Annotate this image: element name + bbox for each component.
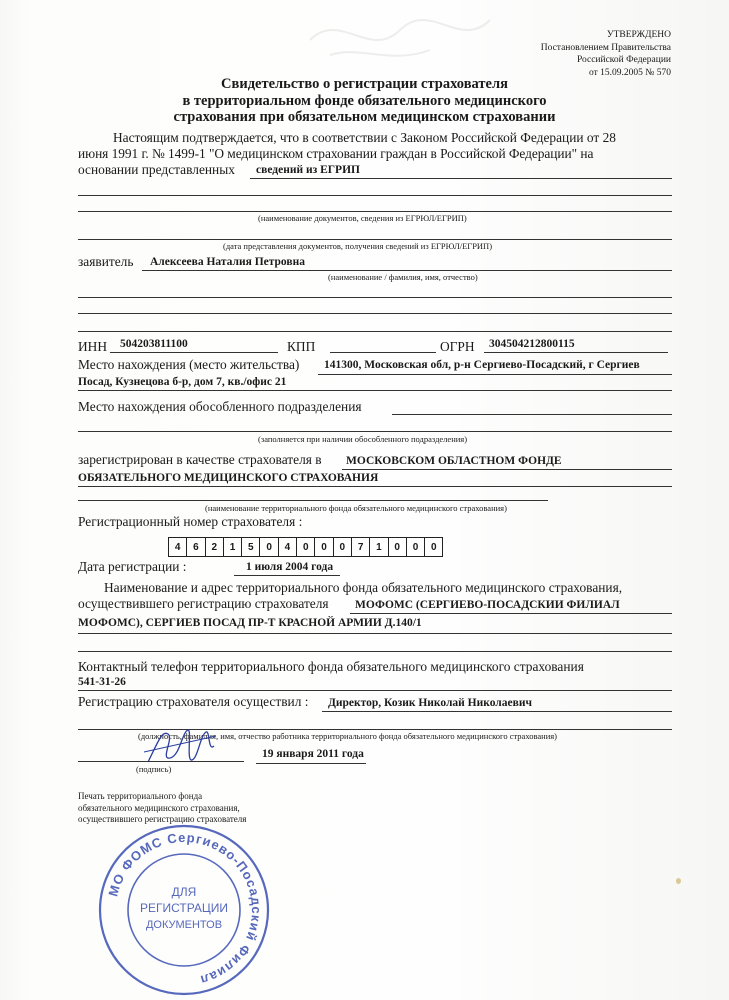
phone-value: 541-31-26 (78, 676, 126, 688)
intro-line2: июня 1991 г. № 1499-1 "О медицинском страховании граждан в Российской Федерации" на (78, 146, 594, 161)
date-caption: (дата представления документов, получения сведений из ЕГРЮЛ/ЕГРИП) (223, 241, 493, 251)
reg-number-cells (168, 537, 443, 557)
phone-label: Контактный телефон территориального фонда обязательного медицинского страхования (78, 659, 584, 674)
ogrn-value: 304504212800115 (489, 338, 575, 350)
intro-basis-label: основании представленных (78, 162, 235, 177)
reg-number-digit: 0 (334, 538, 352, 556)
signature-date: 19 января 2011 года (262, 748, 364, 760)
signature-caption: (подпись) (136, 764, 172, 774)
reg-number-digit: 1 (224, 538, 242, 556)
basis-value: сведений из ЕГРИП (256, 164, 360, 176)
reg-number-digit: 0 (297, 538, 315, 556)
stamp-note-line2: обязательного медицинского страхования, (78, 802, 240, 813)
approval-block (541, 29, 671, 79)
documents-caption: (наименование документов, сведения из ЕГРЮЛ/ЕГРИП) (258, 213, 467, 223)
show-through-marks (300, 0, 500, 70)
paper-speck (676, 878, 681, 884)
reg-number-digit: 4 (279, 538, 297, 556)
approved-line1: Постановлением Правительства (540, 42, 671, 53)
title-line2: в территориальном фонде обязательного медицинского (182, 92, 547, 109)
reg-number-digit: 5 (242, 538, 260, 556)
fund-label: осуществившего регистрацию страхователя (78, 596, 329, 611)
reg-number-digit: 0 (431, 541, 437, 553)
reg-number-digit: 7 (352, 538, 370, 556)
stamp-note (78, 791, 278, 826)
approved-line3: от 15.09.2005 № 570 (589, 67, 671, 78)
kpp-label: КПП (287, 339, 316, 354)
applicant-value: Алексеева Наталия Петровна (150, 256, 305, 268)
stamp-note-line3: осуществившего регистрацию страхователя (78, 814, 247, 824)
applicant-label: заявитель (78, 254, 134, 269)
reg-number-digit: 2 (206, 538, 224, 556)
reg-number-digit: 0 (389, 538, 407, 556)
inn-value: 504203811100 (120, 338, 188, 350)
reg-number-label: Регистрационный номер страхователя : (78, 514, 303, 529)
reg-date-label: Дата регистрации : (78, 559, 187, 574)
fund-line1: Наименование и адрес территориального фонда обязательного медицинского страхования, (104, 580, 623, 595)
fund-value-line1: МОФОМС (СЕРГИЕВО-ПОСАДСКИИ ФИЛИАЛ (355, 599, 620, 611)
location-value-line2: Посад, Кузнецова б-р, дом 7, кв./офис 21 (78, 376, 287, 388)
title-line1: Свидетельство о регистрации страхователя (221, 76, 508, 92)
stamp-center-line1: ДЛЯ (171, 885, 197, 899)
registered-label: зарегистрирован в качестве страхователя в (78, 452, 322, 467)
reg-number-digit: 0 (260, 538, 278, 556)
branch-caption: (заполняется при наличии обособленного подразделения) (258, 434, 468, 444)
official-stamp (96, 822, 272, 998)
stamp-note-line1: Печать территориального фонда (78, 791, 203, 801)
reg-number-digit: 1 (370, 538, 388, 556)
registrar-label: Регистрацию страхователя осуществил : (78, 694, 309, 709)
branch-label: Место нахождения обособленного подразделения (78, 399, 362, 414)
reg-number-digit: 6 (187, 538, 205, 556)
stamp-center-line2: РЕГИСТРАЦИИ (139, 901, 229, 915)
document-title (0, 76, 729, 126)
intro-line1: Настоящим подтверждается, что в соответствии с Законом Российской Федерации от 28 (113, 130, 616, 145)
registrar-value: Директор, Козик Николай Николаевич (328, 697, 532, 709)
location-label: Место нахождения (место жительства) (78, 357, 300, 372)
reg-number-digit: 4 (169, 538, 187, 556)
stamp-center-line3: ДОКУМЕНТОВ (145, 919, 223, 931)
location-value-line1: 141300, Московская обл, р-н Сергиево-Посадский, г Сергиев (324, 359, 640, 371)
reg-date-value: 1 июля 2004 года (246, 561, 334, 573)
ogrn-label: ОГРН (440, 339, 475, 354)
reg-number-digit: 0 (407, 538, 425, 556)
approved-label: УТВЕРЖДЕНО (606, 30, 671, 40)
stamp-ring-text: МО ФОМС Сергиево-Посадский Филиал (105, 829, 265, 989)
applicant-caption: (наименование / фамилия, имя, отчество) (328, 272, 478, 282)
registered-value-line1: МОСКОВСКОМ ОБЛАСТНОМ ФОНДЕ (346, 455, 562, 467)
approved-line2: Российской Федерации (576, 55, 671, 65)
fund-value-line2: МОФОМС), СЕРГИЕВ ПОСАД ПР-Т КРАСНОЙ АРМИИ Д.140/1 (78, 617, 422, 629)
title-line3: страхования при обязательном медицинском страховании (173, 109, 556, 125)
reg-number-digit: 0 (315, 538, 333, 556)
inn-label: ИНН (78, 339, 108, 354)
registrar-caption: (должность, фамилия, имя, отчество работника территориального фонда обязательного медицинского страхования) (138, 731, 558, 741)
registered-value-line2: ОБЯЗАТЕЛЬНОГО МЕДИЦИНСКОГО СТРАХОВАНИЯ (78, 472, 379, 484)
registered-caption: (наименование территориального фонда обязательного медицинского страхования) (205, 503, 507, 513)
